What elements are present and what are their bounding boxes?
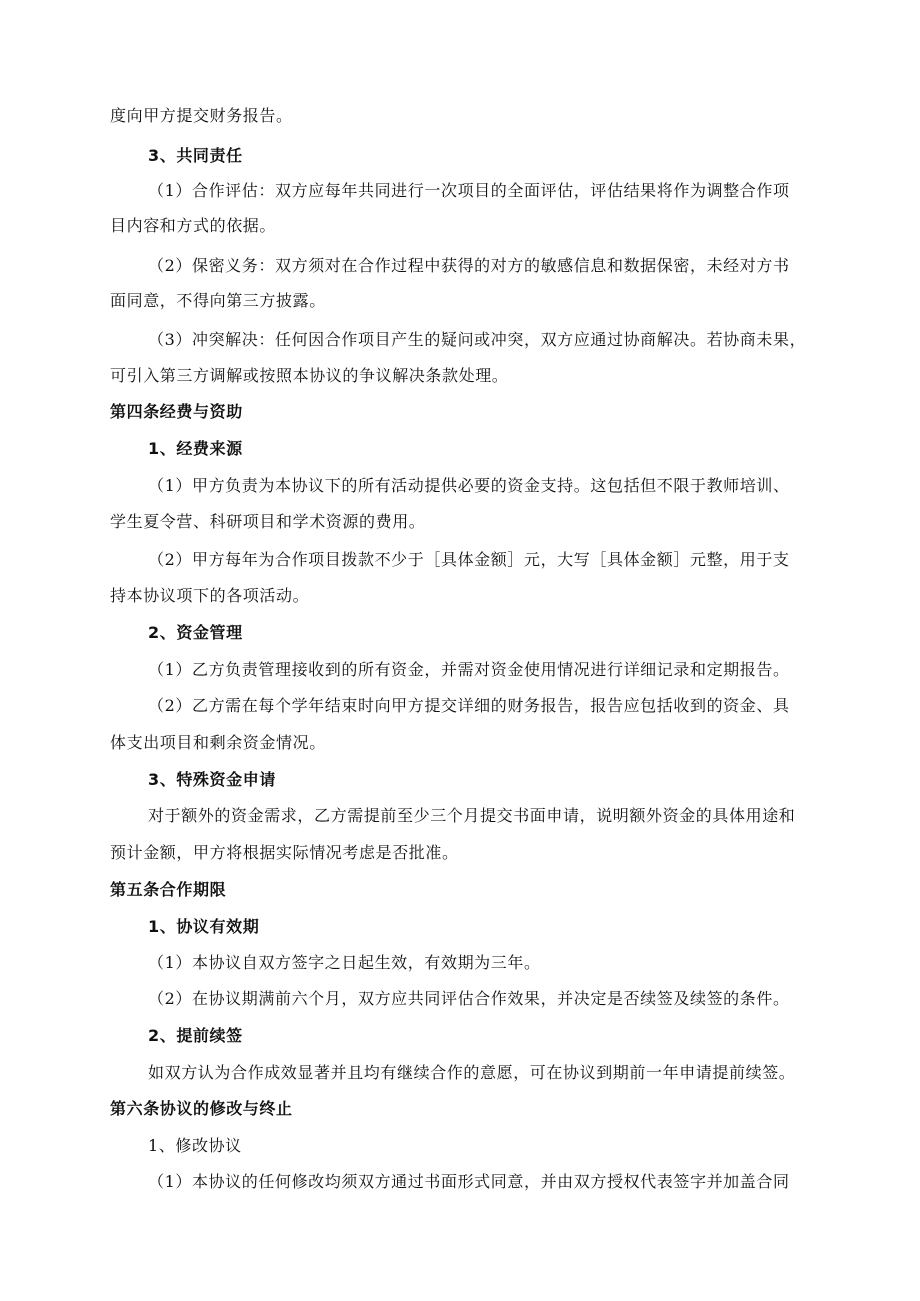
subsection-heading: 2、资金管理 — [148, 623, 243, 642]
paragraph-line: 持本协议项下的各项活动。 — [110, 586, 310, 605]
paragraph-line: 可引入第三方调解或按照本协议的争议解决条款处理。 — [110, 366, 509, 385]
paragraph-line: （1）乙方负责管理接收到的所有资金，并需对资金使用情况进行详细记录和定期报告。 — [148, 660, 790, 679]
subsection-heading: 1、修改协议 — [148, 1136, 242, 1155]
paragraph-line: （2）在协议期满前六个月，双方应共同评估合作效果，并决定是否续签及续签的条件。 — [148, 989, 790, 1008]
paragraph-line: （1）本协议自双方签字之日起生效，有效期为三年。 — [148, 953, 541, 972]
paragraph-line: 学生夏令营、科研项目和学术资源的费用。 — [110, 512, 426, 531]
paragraph-line: 目内容和方式的依据。 — [110, 216, 277, 235]
article-heading: 第五条合作期限 — [110, 880, 227, 899]
paragraph-line: 度向甲方提交财务报告。 — [110, 106, 293, 125]
paragraph-line: （1）甲方负责为本协议下的所有活动提供必要的资金支持。这包括但不限于教师培训、 — [148, 476, 790, 495]
paragraph-line: 对于额外的资金需求，乙方需提前至少三个月提交书面申请，说明额外资金的具体用途和 — [148, 806, 796, 825]
subsection-heading: 2、提前续签 — [148, 1026, 243, 1045]
paragraph-line: （1）合作评估：双方应每年共同进行一次项目的全面评估，评估结果将作为调整合作项 — [148, 181, 790, 200]
subsection-heading: 1、协议有效期 — [148, 917, 260, 936]
article-heading: 第四条经费与资助 — [110, 402, 243, 421]
subsection-heading: 3、共同责任 — [148, 146, 243, 165]
article-heading: 第六条协议的修改与终止 — [110, 1099, 293, 1118]
paragraph-line: 如双方认为合作成效显著并且均有继续合作的意愿，可在协议到期前一年申请提前续签。 — [148, 1063, 796, 1082]
paragraph-line: （2）保密义务：双方须对在合作过程中获得的对方的敏感信息和数据保密，未经对方书 — [148, 256, 790, 275]
paragraph-line: （3）冲突解决：任何因合作项目产生的疑问或冲突，双方应通过协商解决。若协商未果， — [148, 330, 807, 349]
paragraph-line: 面同意，不得向第三方披露。 — [110, 291, 326, 310]
paragraph-line: 预计金额，甲方将根据实际情况考虑是否批准。 — [110, 843, 459, 862]
subsection-heading: 3、特殊资金申请 — [148, 770, 276, 789]
paragraph-line: （2）乙方需在每个学年结束时向甲方提交详细的财务报告，报告应包括收到的资金、具 — [148, 696, 790, 715]
subsection-heading: 1、经费来源 — [148, 439, 243, 458]
paragraph-line: （2）甲方每年为合作项目拨款不少于［具体金额］元，大写［具体金额］元整，用于支 — [148, 550, 790, 569]
paragraph-line: （1）本协议的任何修改均须双方通过书面形式同意，并由双方授权代表签字并加盖合同 — [148, 1172, 790, 1191]
paragraph-line: 体支出项目和剩余资金情况。 — [110, 733, 326, 752]
